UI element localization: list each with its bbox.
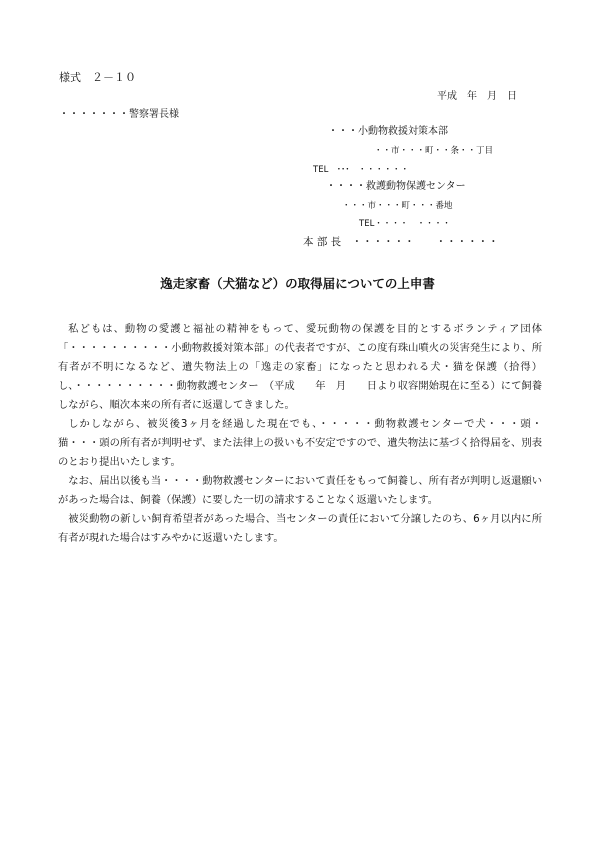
sender-center-name: ・・・・救護動物保護センター [326, 181, 466, 192]
body-paragraph: なお、届出以後も当・・・・動物救護センターにおいて責任をもって飼養し、所有者が判明し返還願いがあった場合は、飼養（保護）に要した一切の請求することなく返還いたします。 [58, 475, 542, 506]
form-number: 様式 ２－１０ [59, 71, 136, 84]
sender-chief: 本 部 長 ・・・・・・ ・・・・・・ [303, 236, 499, 248]
sender-org-name: ・・・小動物救援対策本部 [328, 126, 448, 137]
body-paragraph: 私どもは、動物の愛護と福祉の精神をもって、愛玩動物の保護を目的とするボランティア団体「・・・・・・・・・・小動物救援対策本部」の代表者ですが、この度有珠山噴火の災害発生により、所有者が不明になるなど、遺失物法上の「逸走の家畜」になったと思われる犬・猫を保護（拾得）し、・・・・・・・・・・動物救護センター （平成 年 月 日より収容開始現在に至る）にて飼養しながら、順次本来の所有者に返還してきました。 [58, 323, 542, 411]
sender-center-address: ・・・市・・・町・・・番地 [342, 201, 453, 211]
body-paragraph: しかしながら、被災後3ヶ月を経過した現在でも、・・・・・動物救護センターで犬・・・頭・猫・・・頭の所有者が判明せず、また法律上の扱いも不安定ですので、遺失物法に基づく拾得届を、別表のとおり提出いたします。 [58, 418, 542, 468]
sender-org-tel: TEL ･･･ ・・・・・・ [313, 165, 410, 175]
document-title: 逸走家畜（犬猫など）の取得届についての上申書 [160, 276, 435, 291]
submission-date: 平成 年 月 日 [437, 91, 517, 102]
sender-center-tel: TEL・・・・ ・・・・ [359, 219, 451, 229]
recipient: ・・・・・・・警察署長様 [59, 109, 179, 120]
document-body [58, 320, 542, 548]
body-paragraph: 被災動物の新しい飼育希望者があった場合、当センターの責任において分譲したのち、6ヶ月以内に所有者が現れた場合はすみやかに返還いたします。 [58, 513, 542, 544]
sender-org-address: ・・市・・・町・・条・・丁目 [374, 146, 494, 156]
